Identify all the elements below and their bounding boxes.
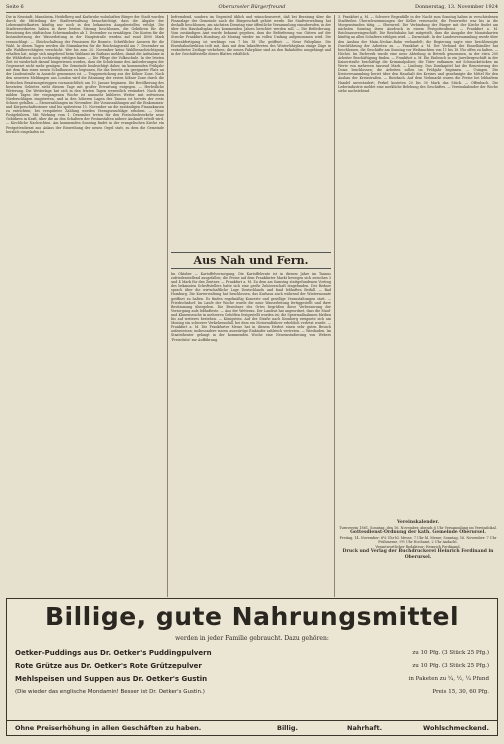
notice-line: Turnverein 1861. Sonntag, den 16. November, abends 8 Uhr Versammlung im Vereinslokal.: [339, 526, 497, 530]
ad-product-line: [15, 686, 489, 699]
ad-product-price: zu 10 Pfg. (3 Stück 25 Pfg.): [412, 663, 489, 669]
section-heading: Aus Nah und Fern.: [171, 252, 331, 269]
ad-product-price: in Paketen zu ¼, ½, ¼ Pfund: [408, 676, 489, 682]
notice-line: Verantwortlicher Redakteur: Heinrich Ferdinand.: [375, 544, 461, 549]
ad-product-name: Oetker-Puddings aus Dr. Oetker's Puddingpulvern: [15, 649, 212, 657]
column-rule-2: [334, 15, 335, 597]
ad-product-line: [15, 660, 489, 673]
ad-product-line: [15, 673, 489, 686]
ad-product-name: Rote Grütze aus Dr. Oetker's Rote Grützepulver: [15, 662, 202, 670]
ad-subline: werden in jeder Familie gebraucht. Dazu gehören:: [175, 635, 329, 642]
notices-title: Vereinskalender.: [396, 520, 440, 525]
article-column-2-top: befremdend, sondern im Gegenteil üblich und wünschenswert, daß bei Beratung über die Finanzlage der Gemeinde auch die Bürgerschaft gehört werde. Die Stadtverwaltung hat deshalb beschlossen, am nächsten Dienstag eine öffentliche Versammlung einzuberufen, in der über den Haushaltsplan des kommenden Jahres berichtet werden soll. — Die Beförderung. Vom zuständigen Amt wurde bekannt gegeben, dass die Beförderung von Gütern auf der Strecke Frankfurt–Homburg ab Montag wieder im vollen Umfang aufgenommen wird. Die Güterabfertigung ist werktags von 7 bis 18 Uhr geöffnet. — Neue Fahrpläne. Die Eisenbahndirektion teilt mit, dass mit dem Inkrafttreten des Winterfahrplans einige Züge in veränderter Zeitlage verkehren; die neuen Fahrpläne sind an den Bahnhöfen ausgehängt und in der Geschäftsstelle dieses Blattes erhältlich.: [171, 15, 331, 56]
ad-headline: Billige, gute Nahrungsmittel: [44, 602, 460, 631]
ad-product-list: [15, 647, 489, 699]
article-column-3: 3. Frankfurt a. M. — Schwere Regenfälle in der Nacht zum Sonntag haben in verschiedenen Stadtteilen Überschwemmungen der Keller verursacht; die Feuerwehr war bis in die Morgenstunden tätig. — Oberursel. Die Verbindung der Bürger mit der Kirche findet am nächsten Sonntag ihren Ausdruck in einem Festgottesdienst. — Frankfurt a. M. Reichsausweisgeschäft. Die Reichsbahn hat mitgeteilt, dass die Ausgabe der Monatskarten künftig an allen Schaltern erfolgen wird. — Darmstadt. In der Landesversammlung wurde über den Ausbau der Main–Neckar–Bahn verhandelt; die Regierung sagte eine beschleunigte Durchführung der Arbeiten zu. — Frankfurt a. M. Der Verband der Einzelhändler hat beschlossen, die Geschäfte am Sonntag vor Weihnachten von 11 bis 18 Uhr offen zu halten. — Höchst. Im Farbwerk wurde eine neue Abteilung in Betrieb genommen, in der etwa 200 Arbeiter Beschäftigung finden. — Frankfurt a. M. Ein Einbruch in ein Juweliergeschäft in der Kaiserstraße beschäftigt die Kriminalpolizei; die Täter entkamen mit Schmuckstücken im Werte von mehreren tausend Mark. — Limburg. Das Domkapitel hat die Renovierung des Doms beschlossen; die Arbeiten sollen im Frühjahr beginnen. — Usingen. Die Kreisversammlung beriet über den Haushalt des Kreises und genehmigte die Mittel für den Ausbau der Kreisstraßen. — Butzbach. Auf dem Viehmarkt waren die Preise bei lebhaftem Handel unverändert; Ferkel kosteten 20 bis 30 Mark das Stück. — Offenbach. Die Lederindustrie meldet eine merkliche Belebung des Geschäftes. — Vereinskalender der Woche siehe nachstehend.: [338, 15, 498, 93]
page-header: [6, 3, 498, 13]
ad-footer-availability: Ohne Preiserhöhung in allen Geschäften zu haben.: [15, 724, 202, 732]
page-number: Seite 6: [6, 4, 24, 10]
notice-line: Gottesdienst-Ordnung der kath. Gemeinde Oberursel.: [350, 530, 486, 536]
article-column-1: Die in Neustadt, Mannheim, Heidelberg und Karlsruhe wohnhaften Bürger der Stadt wurden durch die Mitteilung der Stadtverwaltung benachrichtigt, dass die Abgabe der Lebensmittelkarten künftig nur noch in den bekannten Ausgabestellen erfolgt. Die Stadtverordneten haben in ihrer letzten Sitzung beschlossen, die Gebühren für die Benutzung des städtischen Schwimmbades ab 1. Dezember zu ermäßigen. Die Kosten für die Instandsetzung der Wasserleitung in der Hauptstraße werden auf rund 4000 Mark veranschlagt. — Gleichschaltung der Pensionen für Beamte. Schriftlicher Ausweis für die Wahl. In diesen Tagen werden die Stimmkarten für die Reichstagswahl am 7. Dezember an alle Wahlberechtigten verschickt. Wer bis zum 20. November keine Wahlbenachrichtigung erhalten hat, möge sich umgehend beim Wahlamt im Rathaus melden, damit die Aufnahme in die Wählerliste noch rechtzeitig erfolgen kann. — Die Pflege der Volksschule. In der letzten Zeit ist wiederholt darauf hingewiesen worden, dass die Schulräume den Anforderungen der Gegenwart nicht mehr genügen. Die Gemeinde beabsichtigt daher, im kommenden Frühjahr mit dem Bau eines neuen Schulhauses zu beginnen, für das bereits ein geeigneter Platz an der Lindenstraße in Aussicht genommen ist. — Truppenrückzug aus der Kölner Zone. Nach den neuesten Meldungen aus London wird die Räumung der ersten Kölner Zone durch die britischen Besatzungstruppen voraussichtlich am 10. Januar beginnen. Die Bevölkerung des besetzten Gebietes sieht diesem Tage mit großer Erwartung entgegen. — Herbstliche Witterung. Die Wetterlage hat sich in den letzten Tagen wesentlich verändert. Nach den milden Tagen der vergangenen Woche ist nunmehr kühleres Wetter mit zeitweisen Niederschlägen eingetreten, und in den höheren Lagen des Taunus ist bereits der erste Schnee gefallen. — Steuerzahlungen im November. Die Vorauszahlungen auf die Einkommen- und Körperschaftssteuer sind bis spätestens 15. November an die zuständigen Finanzkassen zu entrichten; bei verspäteter Zahlung werden Verzugszuschläge erhoben. — Neue Postgebühren. Mit Wirkung vom 1. Dezember treten für den Postscheckverkehr neue Gebühren in Kraft, über die an den Schaltern der Postanstalten nähere Auskunft erteilt wird. — Kirchliche Nachrichten. Am kommenden Sonntag findet in der evangelischen Kirche ein Festgottesdienst aus Anlass der Einweihung der neuen Orgel statt, zu dem die Gemeinde herzlich eingeladen ist.: [6, 15, 164, 134]
masthead-title: Oberurseler Bürgerfreund: [218, 4, 286, 10]
association-notices: [338, 520, 498, 561]
column-rule-1: [167, 15, 168, 597]
ad-footer-tasty: Wohlschmeckend.: [423, 724, 489, 732]
notice-line: Freitag, 14. November: 6¼ Uhr hl. Messe, 7 Uhr hl. Messe; Sonntag, 16. November: 7 Uhr Frühmesse, 9½ Uhr Hochamt, 2 Uhr Andacht.: [339, 536, 497, 545]
advertisement-box: [6, 598, 498, 736]
ad-product-price: zu 10 Pfg. (3 Stück 25 Pfg.): [412, 650, 489, 656]
notice-line: Druck und Verlag der Buchdruckerei Heinrich Ferdinand in Oberursel.: [342, 548, 494, 560]
ad-footer-cheap: Billig.: [277, 724, 298, 732]
ad-product-price: Preis 15, 30, 60 Pfg.: [432, 689, 489, 695]
ad-product-name: (Die wieder das englische Mondamin! Besser ist Dr. Oetker's Gustin.): [15, 689, 205, 695]
ad-product-line: [15, 647, 489, 660]
ad-footer: [7, 720, 497, 735]
ad-footer-nutritious: Nahrhaft.: [347, 724, 383, 732]
ad-product-name: Mehlspeisen und Suppen aus Dr. Oetker's Gustin: [15, 675, 208, 683]
article-column-2-bottom: Im Oktober — Kartoffelversorgung. Die Kartoffelernte ist in diesem Jahre im Taunus zufriedenstellend ausgefallen; die Preise auf dem Frankfurter Markt bewegen sich zwischen 3 und 4 Mark für den Zentner. — Frankfurt a. M. Zu dem am Samstag stattgefundenen Vortrag des bekannten Schriftstellers hatte sich eine große Zuhörerschaft eingefunden. Der Redner sprach über die wirtschaftliche Lage Deutschlands und fand lebhaften Beifall. — Bad Homburg. Die Kurverwaltung hat beschlossen, das Kurhaus auch während der Wintermonate geöffnet zu halten. Es finden regelmäßig Konzerte und gesellige Veranstaltungen statt. — Friedrichsdorf. Im Laufe der Woche wurde die neue Wasserleitung fertiggestellt und ihrer Bestimmung übergeben. Die Bewohner des Ortes begrüßen diese Verbesserung der Versorgung aufs lebhafteste. — Aus der Wetterau. Der Landrat hat angeordnet, dass die Maul- und Klauenseuche in mehreren Gehöften festgestellt worden ist; die Sperrmaßnahmen bleiben bis auf weiteres bestehen. — Königstein. Auf der Straße nach Kronberg ereignete sich am Montag ein schwerer Verkehrsunfall, bei dem ein Motorradfahrer erheblich verletzt wurde. — Frankfurt a. M. Die Frankfurter Messe hat in diesem Herbst einen sehr guten Besuch aufzuweisen; insbesondere waren auswärtige Einkäufer zahlreich vertreten. — Wiesbaden. Im Staatstheater gelangt in der kommenden Woche eine Neueinstudierung von Webers 'Freischütz' zur Aufführung.: [171, 272, 331, 342]
issue-date: Donnerstag, 13. November 1924: [414, 4, 498, 10]
